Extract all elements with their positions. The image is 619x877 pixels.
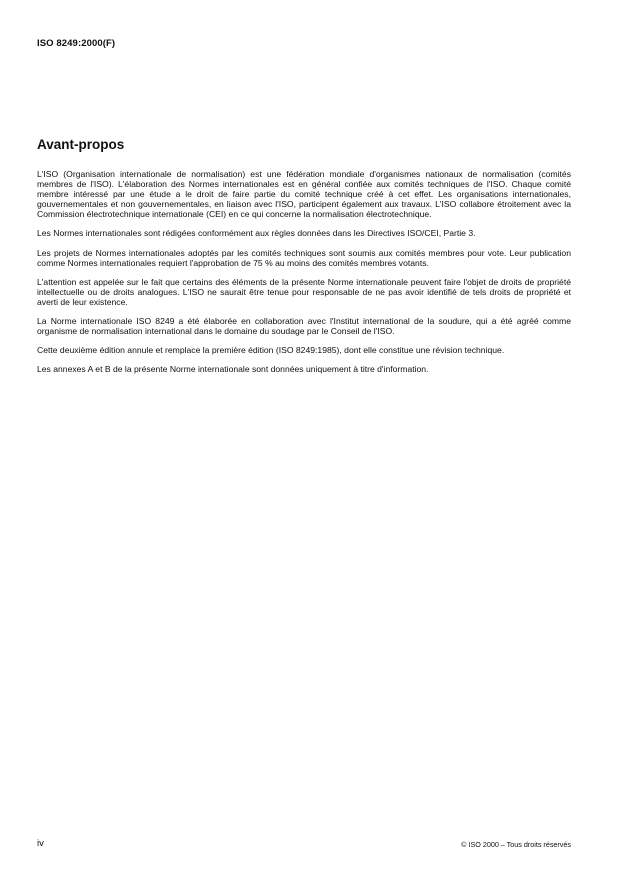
document-body (37, 169, 571, 383)
paragraph: Les projets de Normes internationales adoptés par les comités techniques sont soumis aux comités membres pour vote. Leur publication comme Normes internationales requiert l'approbation de 75 % au moins des comités membres votants. (37, 247, 571, 268)
document-header: ISO 8249:2000(F) (37, 38, 116, 49)
paragraph: Cette deuxième édition annule et remplace la première édition (ISO 8249:1985), dont elle constitue une révision technique. (37, 345, 505, 356)
paragraph: La Norme internationale ISO 8249 a été élaborée en collaboration avec l'Institut international de la soudure, qui a été agréé comme organisme de normalisation international dans le domaine du soudage par le Conseil de l'ISO. (37, 316, 571, 337)
page-number: iv (37, 838, 44, 849)
paragraph: L'ISO (Organisation internationale de normalisation) est une fédération mondiale d'organismes nationaux de normalisation (comités membres de l'ISO). L'élaboration des Normes internationales est en général confiée aux comités techniques de l'ISO. Chaque comité membre intéressé par une étude a le droit de faire partie du comité technique créé à cet effet. Les organisations internationales, gouvernementales et non gouvernementales, en liaison avec l'ISO, participent également aux travaux. L'ISO collabore étroitement avec la Commission électrotechnique internationale (CEI) en ce qui concerne la normalisation électrotechnique. (37, 169, 571, 220)
paragraph: L'attention est appelée sur le fait que certains des éléments de la présente Norme internationale peuvent faire l'objet de droits de propriété intellectuelle ou de droits analogues. L'ISO ne saurait être tenue pour responsable de ne pas avoir identifié de tels droits de propriété et averti de leur existence. (37, 276, 571, 307)
copyright-notice: © ISO 2000 – Tous droits réservés (461, 840, 571, 849)
section-title: Avant-propos (37, 137, 125, 152)
paragraph: Les annexes A et B de la présente Norme internationale sont données uniquement à titre d'information. (37, 364, 429, 375)
paragraph: Les Normes internationales sont rédigées conformément aux règles données dans les Directives ISO/CEI, Partie 3. (37, 228, 476, 239)
